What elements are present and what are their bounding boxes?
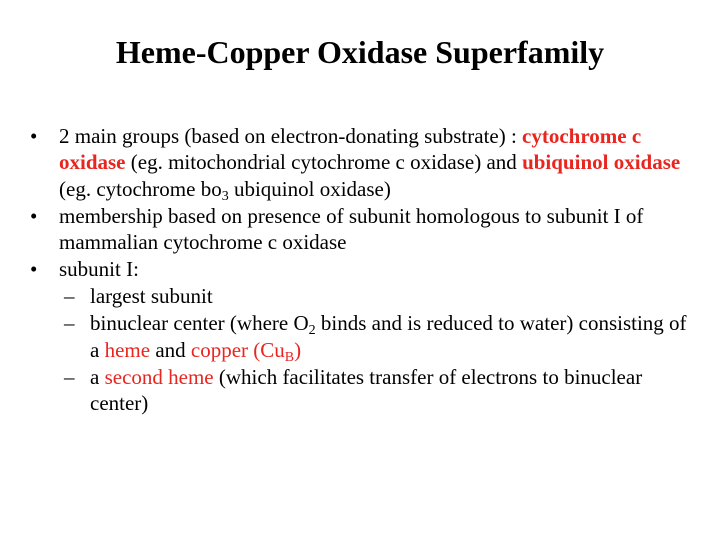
- term-heme: heme: [104, 337, 151, 362]
- term-cytochrome-c-oxidase: cytochrome c oxidase: [59, 123, 642, 174]
- subbullet-text: (which facilitates transfer of electrons to binuclear center): [90, 364, 643, 415]
- bullet-text: subunit I:: [59, 257, 139, 281]
- subbullet-binuclear-center: [30, 310, 700, 363]
- bullet-text: 2 main groups (based on electron-donating substrate) :: [59, 123, 517, 148]
- dash-icon: –: [64, 284, 75, 308]
- subbullet-text: binds and is reduced to water) consisting of a: [90, 311, 687, 362]
- term-copper-close: ): [294, 337, 302, 362]
- bullet-icon: •: [30, 203, 38, 228]
- term-copper: copper (Cu: [190, 337, 285, 362]
- bullet-icon: •: [30, 257, 38, 281]
- dash-icon: –: [64, 364, 75, 389]
- term-second-heme: second heme: [104, 364, 214, 389]
- bullet-text: (eg. cytochrome bo: [59, 176, 222, 201]
- subbullet-second-heme: [30, 364, 700, 417]
- bullet-membership: [30, 203, 700, 256]
- subbullet-text: a: [90, 364, 105, 389]
- subscript: B: [284, 349, 295, 365]
- subscript: 2: [308, 323, 316, 338]
- dash-icon: –: [64, 311, 75, 335]
- subbullet-text: and: [150, 337, 191, 362]
- term-ubiquinol-oxidase: ubiquinol oxidase: [522, 150, 681, 174]
- bullet-text: and: [486, 150, 523, 174]
- subscript: 3: [221, 188, 229, 204]
- bullet-subunit-i: [30, 256, 700, 283]
- bullet-text: (eg. mitochondrial cytochrome c oxidase): [125, 150, 482, 174]
- subbullet-text: largest subunit: [90, 284, 213, 308]
- bullet-list: [30, 122, 700, 417]
- subbullet-largest-subunit: [30, 283, 700, 310]
- slide-title: Heme-Copper Oxidase Superfamily: [115, 34, 605, 70]
- bullet-text: membership based on presence of subunit homologous to subunit I of mammalian cytochrome c oxidase: [59, 203, 644, 254]
- bullet-main-groups: [30, 123, 700, 203]
- subbullet-text: binuclear center (where O: [90, 311, 309, 335]
- bullet-text: ubiquinol oxidase): [228, 176, 391, 201]
- bullet-icon: •: [30, 123, 38, 148]
